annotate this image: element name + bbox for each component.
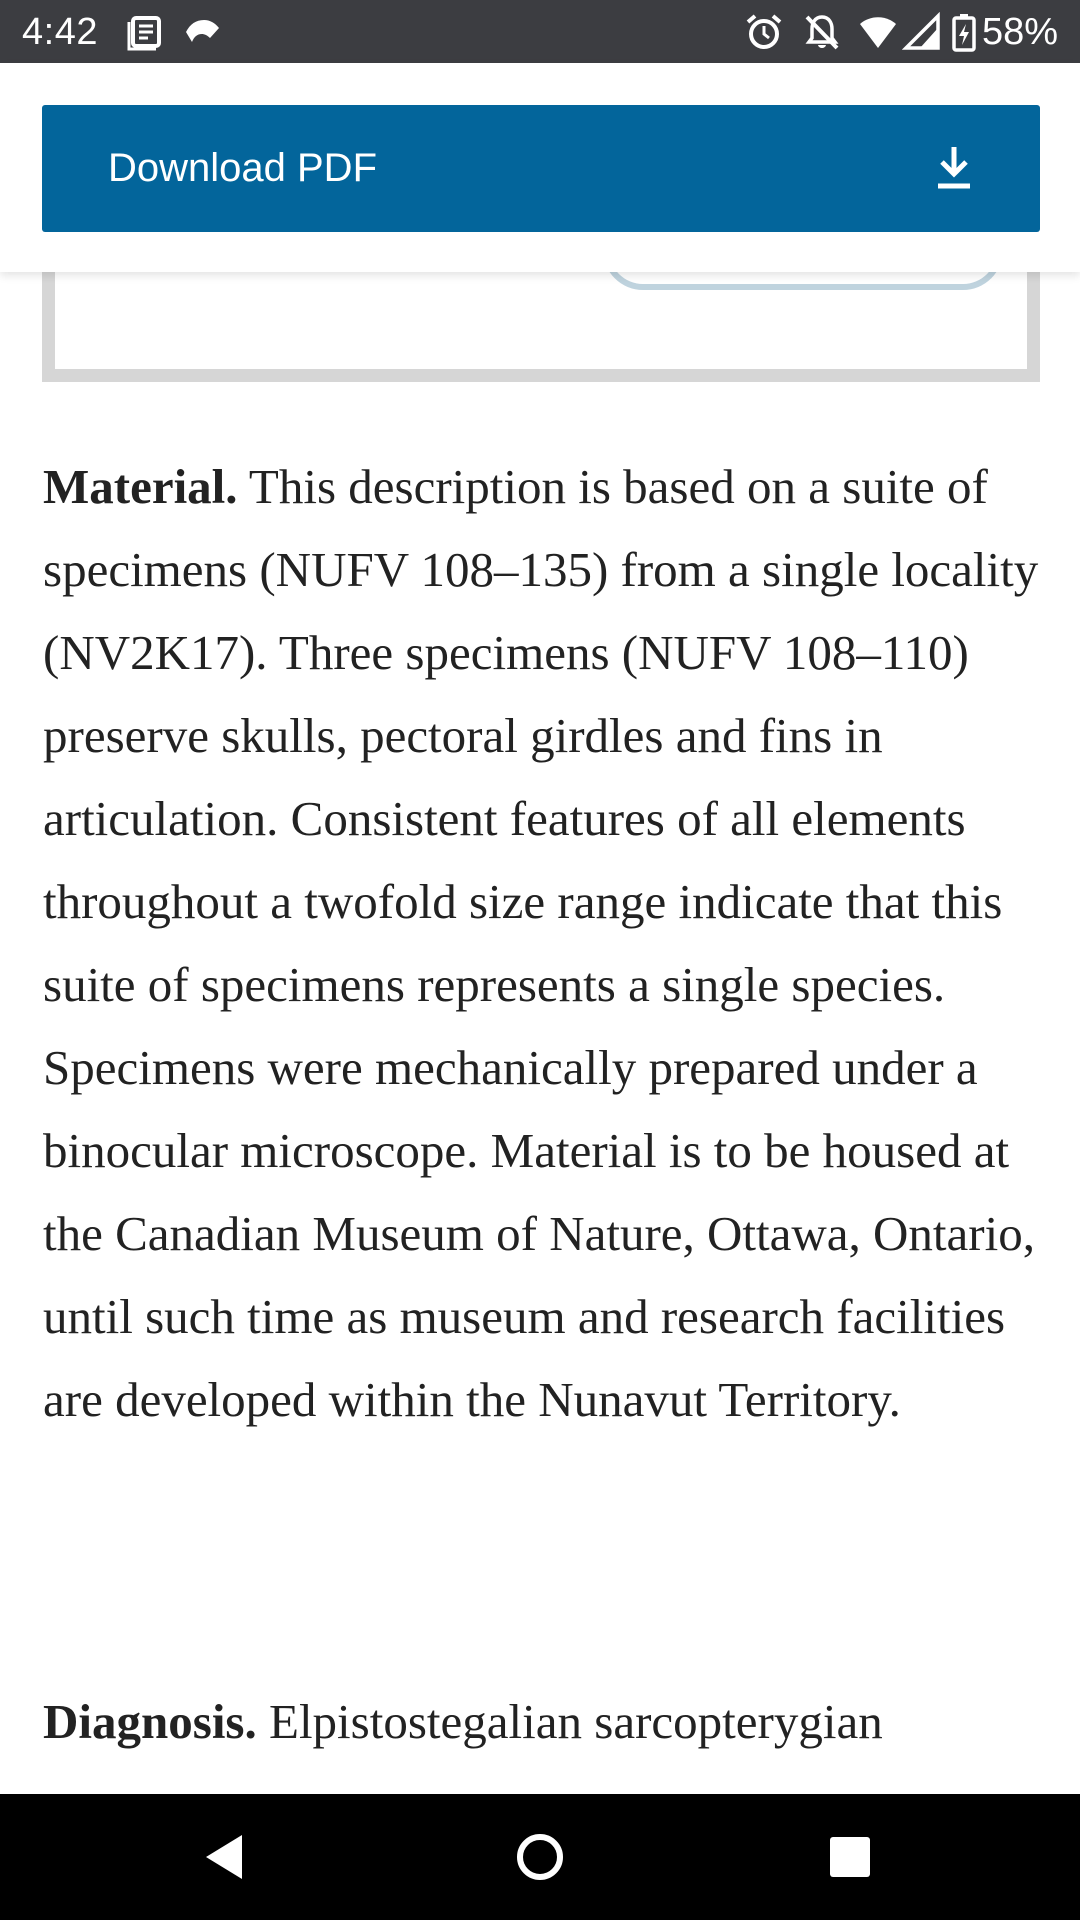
download-pdf-button[interactable] [42, 105, 1040, 232]
diagnosis-heading: Diagnosis. [43, 1694, 257, 1749]
back-icon[interactable] [196, 1827, 256, 1887]
diagnosis-paragraph [43, 1680, 1043, 1763]
notifications-off-icon [802, 12, 842, 52]
home-icon[interactable] [510, 1827, 570, 1887]
pdf-header [0, 63, 1080, 272]
status-time: 4:42 [22, 11, 98, 53]
diagnosis-text: Elpistostegalian sarcopterygian [256, 1694, 883, 1749]
signal-icon [902, 12, 942, 52]
download-pdf-label: Download PDF [108, 146, 378, 190]
battery-percent: 58% [981, 11, 1058, 53]
download-icon [934, 145, 974, 191]
material-paragraph [43, 445, 1043, 1441]
news-icon [126, 12, 166, 52]
material-heading: Material. [43, 459, 238, 514]
cast-icon [182, 12, 222, 52]
material-text: This description is based on a suite of specimens (NUFV 108–135) from a single locality (NV2K17). Three specimens (NUFV 108–110) preserve skulls, pectoral girdles and fins in articulation. Consistent features of all elements throughout a twofold size range indicate that this suite of specimens represents a single species. Specimens were mechanically prepared under a binocular microscope. Material is to be housed at the Canadian Museum of Nature, Ottawa, Ontario, until such time as museum and research facilities are developed within the Nunavut Territory. [43, 459, 1039, 1427]
alarm-icon [744, 12, 784, 52]
recents-icon[interactable] [820, 1827, 880, 1887]
battery-charging-icon [950, 12, 978, 52]
navigation-bar [0, 1794, 1080, 1920]
wifi-icon [858, 12, 898, 52]
status-bar [0, 0, 1080, 63]
